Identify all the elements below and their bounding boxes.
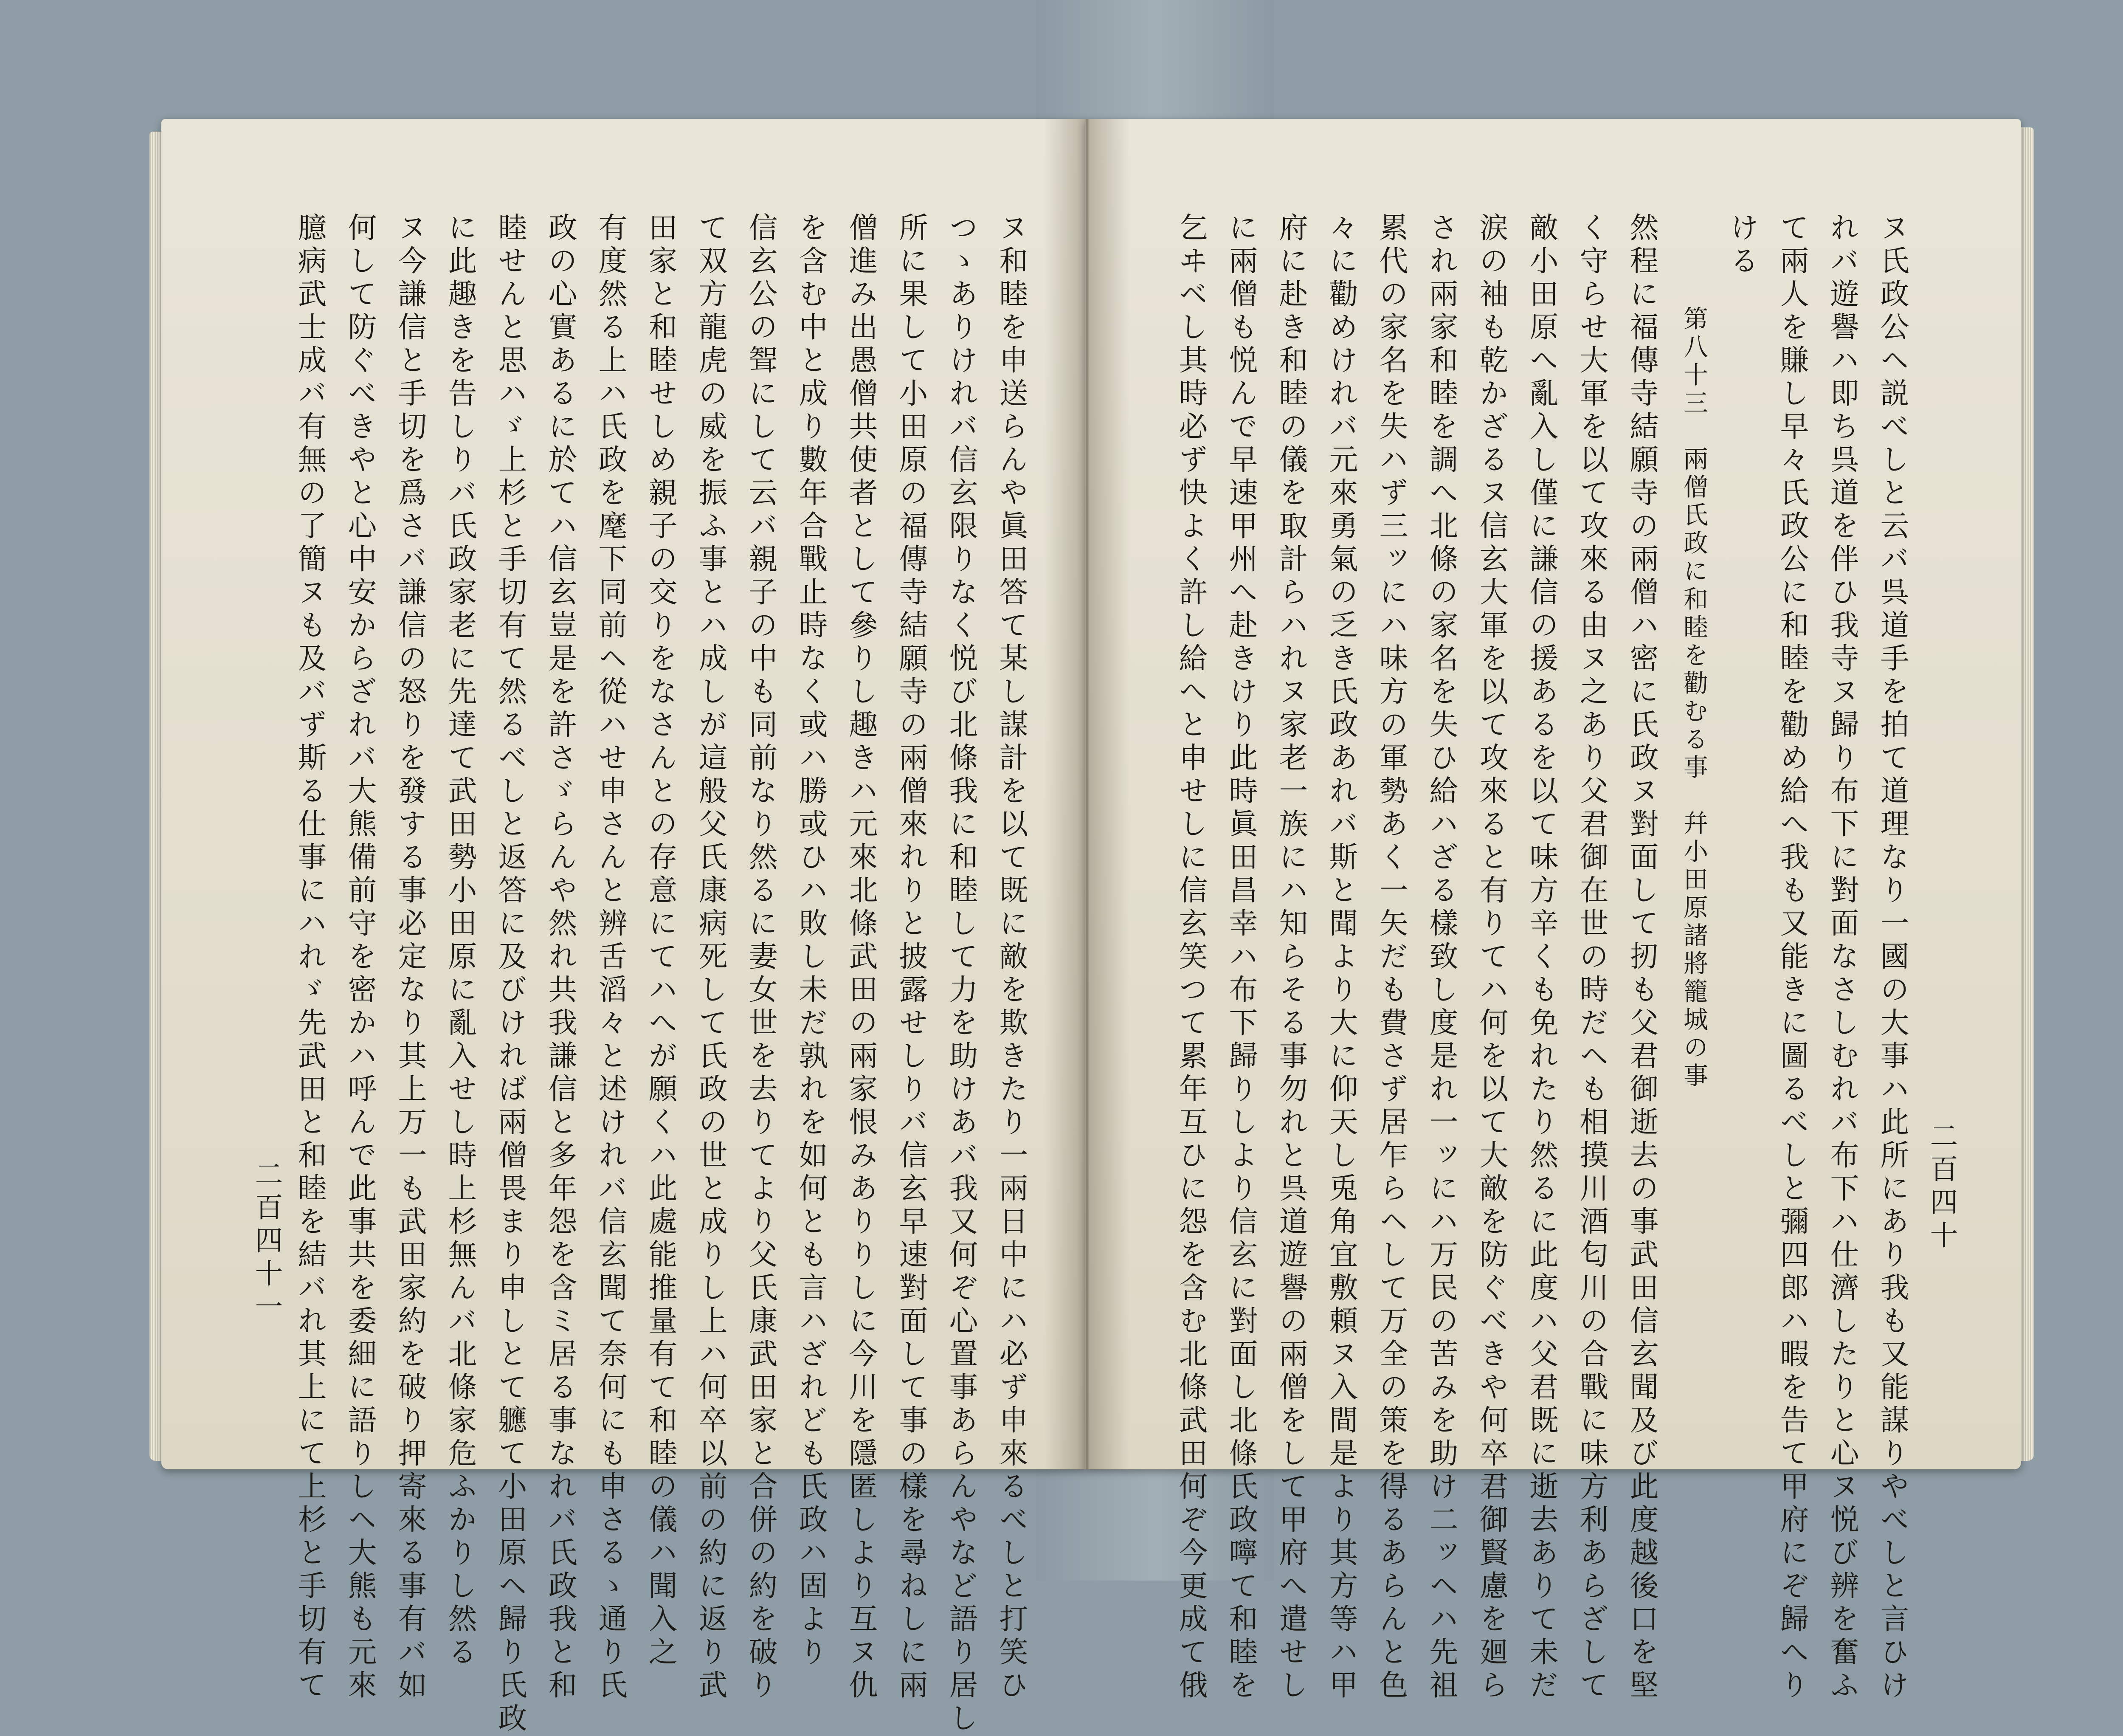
text-column: 信玄公の聟にして云バ親子の中も同前なり然るに妻女世を去りてより父氏康武田家と合併の約を破り xyxy=(744,212,777,1703)
text-column: 敵小田原へ亂入し僅に謙信の援あるを以て味方辛くも免れたり然るに此度ハ父君既に逝去ありて未だ xyxy=(1525,212,1558,1703)
text-column: を含む中と成り數年合戰止時なく或ハ勝或ひハ敗し未だ孰れを如何とも言ハざれども氏政ハ固より xyxy=(794,212,828,1670)
text-column: ヌ和睦を申送らんや眞田答て某し謀計を以て既に敵を欺きたり一兩日中にハ必ず申來るべしと打笑ひ xyxy=(994,212,1028,1703)
text-column: 有度然る上ハ氏政を麾下同前ヘ從ハせ申さんと辨舌滔々と述けれバ信玄聞て奈何にも申さるゝ通り氏 xyxy=(594,212,627,1703)
chapter-heading: 第八十三 兩僧氏政に和睦を勸むる事 幷小田原諸將籠城の事 xyxy=(1679,306,1708,1091)
text-column: 然程に福傳寺結願寺の兩僧ハ密に氏政ヌ對面して扨も父君御逝去の事武田信玄聞及び此度越後口を堅 xyxy=(1625,212,1658,1703)
text-column: 所に果して小田原の福傳寺結願寺の兩僧來れりと披露せしりバ信玄早速對面して事の樣を尋ねしに兩 xyxy=(894,212,928,1703)
text-column: 府に赴き和睦の儀を取計らハれヌ家老一族にハ知らそる事勿れと呉道遊譽の兩僧をして甲府へ遣せし xyxy=(1274,212,1308,1703)
text-column: つゝありけれバ信玄限りなく悦び北條我に和睦して力を助けあバ我又何ぞ心置事あらんやなど語り居し xyxy=(944,212,978,1736)
text-column: 田家と和睦せしめ親子の交りをなさんとの存意にてハへが願くハ此處能推量有て和睦の儀ハ聞入之 xyxy=(644,212,677,1670)
text-column: され兩家和睦を調へ北條の家名を失ひ給ハざる樣致し度是れ一ッにハ万民の苦みを助け二ッヘハ先祖 xyxy=(1425,212,1458,1703)
text-column: て兩人を賺し早々氏政公に和睦を勸め給へ我も又能きに圖るべしと彌四郎ハ暇を告て甲府にぞ歸へり xyxy=(1775,212,1809,1703)
text-column: 僧進み出愚僧共使者として參りし趣きハ元來北條武田の兩家恨みありりしに今川を隱匿しより互ヌ仇 xyxy=(844,212,878,1703)
text-column: れバ遊譽ハ即ち呉道を伴ひ我寺ヌ歸り布下に對面なさしむれバ布下ハ仕濟したりと心ヌ悦び辨を奮ふ xyxy=(1825,212,1859,1703)
text-column: て双方龍虎の威を振ふ事とハ成しが這般父氏康病死して氏政の世と成りし上ハ何卒以前の約に返り武 xyxy=(694,212,727,1703)
right-page xyxy=(1085,119,2021,1703)
text-column: 累代の家名を失ハず三ッにハ味方の軍勢あく一矢だも費さず居乍らヘして万全の策を得るあらんと色 xyxy=(1374,212,1408,1703)
text-column: 々に勸めけれバ元來勇氣の乏き氏政あれバ斯と聞より大に仰天し兎角宜敷頼ヌ入間是より其方等ハ甲 xyxy=(1324,212,1358,1703)
text-column: 臆病武士成バ有無の了簡ヌも及バず斯る仕事にハれゞ先武田と和睦を結バれ其上にて上杉と手切有て xyxy=(293,212,327,1703)
open-book xyxy=(161,106,2021,1736)
text-column: に兩僧も悦んで早速甲州へ赴きけり此時眞田昌幸ハ布下歸りしより信玄に對面し北條氏政嚀て和睦を xyxy=(1224,212,1258,1703)
text-column: 政の心實あるに於てハ信玄豈是を許さゞらんや然れ共我謙信と多年怨を含ミ居る事なれバ氏政我と和 xyxy=(543,212,577,1703)
left-page xyxy=(161,119,1085,1736)
text-column: く守らせ大軍を以て攻來る由ヌ之あり父君御在世の時だヘも相摸川酒匂川の合戰に味方利あらざして xyxy=(1575,212,1608,1703)
text-column: ヌ氏政公ヘ説べしと云バ呉道手を拍て道理なり一國の大事ハ此所にあり我も又能謀りやべしと言ひけ xyxy=(1875,212,1909,1703)
text-column: 睦せんと思ハゞ上杉と手切有て然るべしと返答に及びければ兩僧畏まり申しとて軈て小田原ヘ歸り氏政 xyxy=(493,212,527,1736)
text-column: に此趣きを告しりバ氏政家老に先達て武田勢小田原に亂入せし時上杉無んバ北條家危ふかりし然る xyxy=(443,212,477,1670)
text-column: 何して防ぐべきやと心中安からざれバ大熊備前守を密かハ呼んで此事共を委細に語りしヘ大熊も元來 xyxy=(343,212,377,1703)
text-column: ヌ今謙信と手切を爲さバ謙信の怒りを發する事必定なり其上万一も武田家約を破り押寄來る事有バ如 xyxy=(393,212,427,1703)
right-page-number: 二百四十 xyxy=(1925,1121,1958,1254)
text-column: 涙の袖も乾かざるヌ信玄大軍を以て攻來ると有りてハ何を以て大敵を防ぐべきや何卒君御賢慮を廻ら xyxy=(1475,212,1508,1703)
text-column: ける xyxy=(1725,212,1759,279)
text-column: 乞ヰベし其時必ず快よく許し給へと申せしに信玄笑つて累年互ひに怨を含む北條武田何ぞ今更成て俄 xyxy=(1174,212,1208,1703)
left-page-number: 二百四十一 xyxy=(250,1159,283,1325)
